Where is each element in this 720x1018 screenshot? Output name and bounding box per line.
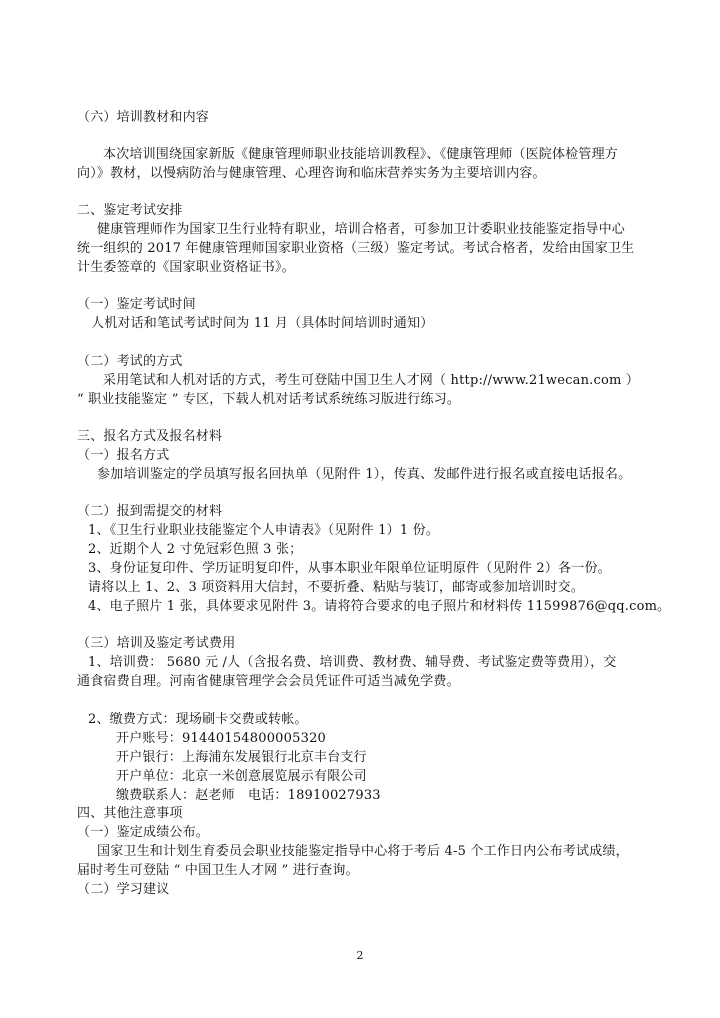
list-item: 2、近期个人 2 寸免冠彩色照 3 张；: [88, 542, 303, 557]
list-item: 2、缴费方式：现场刷卡交费或转帐。: [88, 712, 308, 727]
section-heading-4: 四、其他注意事项: [77, 806, 183, 821]
heading-6-materials: （六）培训教材和内容: [77, 110, 210, 125]
list-item: 1、《卫生行业职业技能鉴定个人申请表》（见附件 1）1 份。: [88, 523, 440, 538]
subheading-materials: （二）报到需提交的材料: [77, 504, 223, 519]
paragraph-line: 采用笔试和人机对话的方式，考生可登陆中国卫生人才网（ http://www.21wecan.com ）: [103, 373, 640, 388]
subheading-study-advice: （二）学习建议: [77, 882, 170, 897]
paragraph-line: 向）》教材，以慢病防治与健康管理、心理咨询和临床营养实务为主要培训内容。: [77, 166, 546, 181]
paragraph-line: 请将以上 1、2、3 项资料用大信封，不要折叠、粘贴与装订，邮寄或参加培训时交。: [88, 580, 585, 595]
subheading-fees: （三）培训及鉴定考试费用: [77, 636, 236, 651]
page-number: 2: [356, 949, 364, 962]
paragraph-line: “ 职业技能鉴定 ” 专区，下载人机对话考试系统练习版进行练习。: [77, 392, 461, 407]
paragraph-line: 健康管理师作为国家卫生行业特有职业，培训合格者，可参加卫计委职业技能鉴定指导中心: [97, 222, 626, 237]
paragraph-line: 人机对话和笔试考试时间为 11 月（具体时间培训时通知）: [91, 316, 434, 331]
subheading-registration: （一）报名方式: [77, 448, 170, 463]
subheading-exam-time: （一）鉴定考试时间: [77, 297, 196, 312]
paragraph-line: 参加培训鉴定的学员填写报名回执单（见附件 1），传真、发邮件进行报名或直接电话报名。: [97, 467, 632, 482]
paragraph-line: 计生委签章的《国家职业资格证书》。: [77, 260, 295, 275]
list-item: 3、身份证复印件、学历证明复印件，从事本职业年限单位证明原件（见附件 2）各一份。: [88, 561, 611, 576]
bank-name: 开户银行：上海浦东发展银行北京丰台支行: [116, 750, 367, 765]
list-item: 4、电子照片 1 张，具体要求见附件 3。请将符合要求的电子照片和材料传 11599876@qq.com。: [88, 599, 671, 614]
paragraph-line: 届时考生可登陆 “ 中国卫生人才网 ” 进行查询。: [77, 863, 359, 878]
account-holder: 开户单位：北京一米创意展览展示有限公司: [116, 769, 367, 784]
subheading-exam-method: （二）考试的方式: [77, 354, 183, 369]
section-heading-3: 三、报名方式及报名材料: [77, 429, 223, 444]
list-item: 1、培训费： 5680 元 /人（含报名费、培训费、教材费、辅导费、考试鉴定费等费用），交: [88, 655, 617, 670]
paragraph-line: 统一组织的 2017 年健康管理师国家职业资格（三级）鉴定考试。考试合格者，发给由国家卫生: [77, 241, 635, 256]
paragraph-line: 通食宿费自理。河南省健康管理学会会员凭证件可适当减免学费。: [77, 674, 460, 689]
section-heading-2: 二、鉴定考试安排: [77, 203, 183, 218]
payment-contact: 缴费联系人：赵老师 电话：18910027933: [116, 788, 381, 803]
subheading-results: （一）鉴定成绩公布。: [77, 825, 210, 840]
paragraph-line: 本次培训围绕国家新版《健康管理师职业技能培训教程》、《健康管理师（医院体检管理方: [103, 147, 619, 162]
paragraph-line: 国家卫生和计划生育委员会职业技能鉴定指导中心将于考后 4-5 个工作日内公布考试成绩，: [97, 844, 629, 859]
account-number: 开户账号：91440154800005320: [116, 731, 327, 746]
